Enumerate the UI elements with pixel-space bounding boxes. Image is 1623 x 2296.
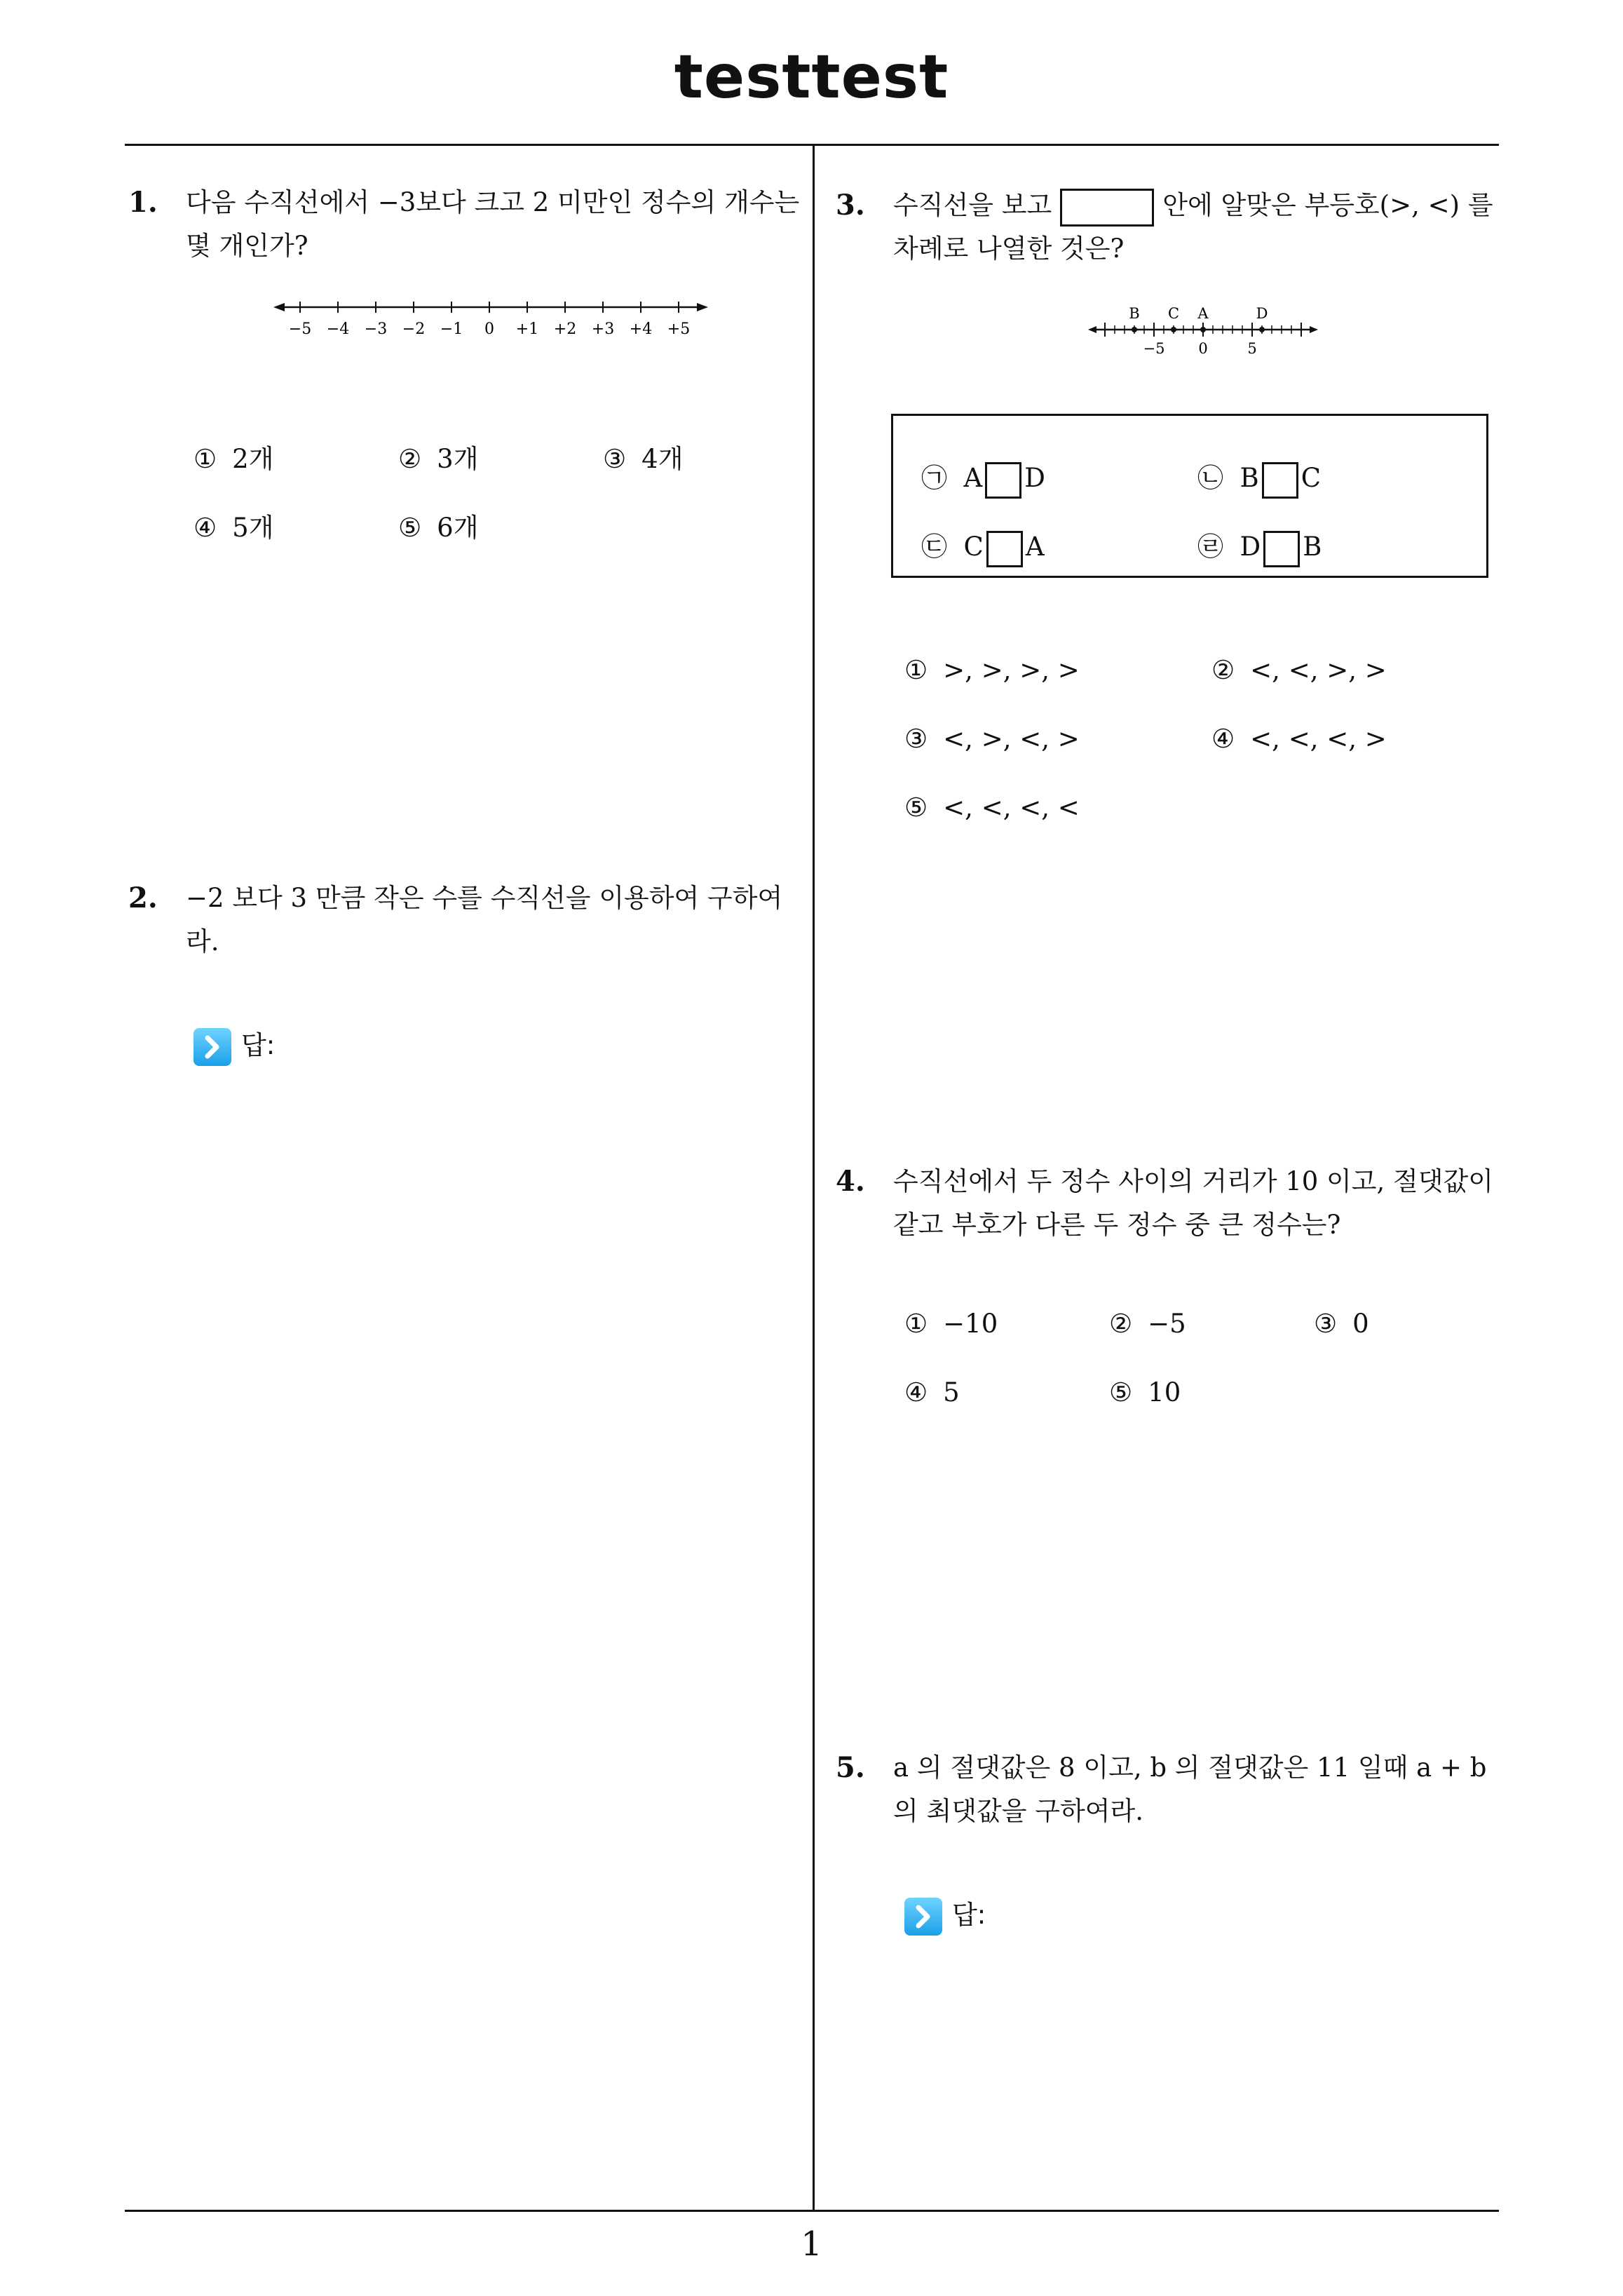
number-line-tick-label: +1 bbox=[515, 320, 539, 338]
choice-mark: ④ bbox=[1211, 724, 1235, 754]
question-text: a 의 절댓값은 8 이고, b 의 절댓값은 11 일때 a + b 의 최댓값을 구하여라. bbox=[893, 1753, 1487, 1826]
choice-mark: ⑤ bbox=[398, 513, 422, 543]
choice-mark: ③ bbox=[1314, 1309, 1338, 1339]
condition-mark: ㉡ bbox=[1197, 463, 1223, 493]
q1-number-line bbox=[266, 293, 715, 342]
choice-text: >, >, >, > bbox=[943, 655, 1080, 685]
answer-label: 답: bbox=[952, 1900, 986, 1930]
number-line-tick-label: −2 bbox=[402, 320, 426, 338]
blank-box bbox=[1060, 189, 1154, 227]
choice-mark: ② bbox=[1109, 1309, 1133, 1339]
blank-box bbox=[1263, 531, 1300, 567]
condition-left: D bbox=[1240, 532, 1261, 562]
choice-text: 5 bbox=[943, 1377, 960, 1407]
number-line-point bbox=[1259, 327, 1265, 332]
choice-text: <, <, <, < bbox=[943, 792, 1080, 823]
blank-box bbox=[985, 462, 1021, 499]
condition-right: C bbox=[1301, 463, 1322, 493]
condition-2 bbox=[1197, 457, 1321, 499]
q1-choice-2[interactable] bbox=[398, 438, 478, 475]
q3-choice-4[interactable] bbox=[1211, 724, 1387, 754]
choice-mark: ⑤ bbox=[904, 792, 928, 823]
q4-choice-5[interactable] bbox=[1109, 1377, 1181, 1407]
condition-mark: ㉢ bbox=[921, 532, 947, 562]
question-text: 다음 수직선에서 −3보다 크고 2 미만인 정수의 개수는 몇 개인가? bbox=[186, 187, 800, 261]
choice-mark: ⑤ bbox=[1109, 1377, 1133, 1407]
number-line-tick-label: −3 bbox=[364, 320, 388, 338]
question-number: 2. bbox=[128, 882, 158, 914]
question-text: 수직선에서 두 정수 사이의 거리가 10 이고, 절댓값이 같고 부호가 다른 두 정수 중 큰 정수는? bbox=[893, 1166, 1494, 1240]
number-line-point bbox=[1200, 327, 1206, 332]
q1-choice-1[interactable] bbox=[193, 438, 273, 475]
number-line-point bbox=[1132, 327, 1137, 332]
number-line-tick-label: −5 bbox=[1143, 340, 1165, 356]
q4-choice-1[interactable] bbox=[904, 1309, 998, 1339]
condition-right: B bbox=[1303, 532, 1322, 562]
q3-choice-2[interactable] bbox=[1211, 655, 1387, 685]
condition-1 bbox=[921, 457, 1045, 499]
q4-choice-2[interactable] bbox=[1109, 1309, 1186, 1339]
q1-choice-4[interactable] bbox=[193, 506, 273, 544]
question-number: 4. bbox=[836, 1165, 865, 1198]
q2-answer-field[interactable] bbox=[193, 1024, 275, 1066]
number-line-tick-label: 5 bbox=[1247, 340, 1257, 356]
question-number: 1. bbox=[128, 186, 158, 219]
number-line-point-label: D bbox=[1256, 305, 1268, 322]
number-line-tick-label: −1 bbox=[440, 320, 463, 338]
choice-text: −5 bbox=[1148, 1309, 1186, 1339]
condition-left: A bbox=[963, 463, 983, 493]
choice-text: −10 bbox=[943, 1309, 998, 1339]
choice-text: <, <, <, > bbox=[1250, 724, 1387, 754]
footer-rule bbox=[125, 2210, 1499, 2212]
page-number: 1 bbox=[801, 2224, 822, 2264]
choice-text: 6개 bbox=[437, 513, 479, 543]
condition-left: C bbox=[963, 532, 984, 562]
question-text-part: 차례로 나열한 것은? bbox=[893, 234, 1125, 264]
number-line-point bbox=[1171, 327, 1176, 332]
blank-box bbox=[986, 531, 1023, 567]
page-title: testtest bbox=[674, 42, 949, 112]
question-number: 5. bbox=[836, 1751, 865, 1784]
number-line-point-label: A bbox=[1197, 305, 1209, 322]
conditions-box bbox=[891, 414, 1488, 578]
number-line-tick-label: +5 bbox=[667, 320, 691, 338]
choice-mark: ④ bbox=[904, 1377, 928, 1407]
choice-mark: ④ bbox=[193, 513, 217, 543]
condition-3 bbox=[921, 525, 1045, 567]
number-line-tick-label: +3 bbox=[591, 320, 615, 338]
q3-choice-1[interactable] bbox=[904, 655, 1080, 685]
choice-text: <, <, >, > bbox=[1250, 655, 1387, 685]
question-number: 3. bbox=[836, 189, 865, 222]
choice-mark: ① bbox=[193, 444, 217, 474]
question-text bbox=[893, 184, 1517, 271]
column-divider bbox=[813, 145, 815, 2210]
condition-right: D bbox=[1024, 463, 1045, 493]
choice-mark: ③ bbox=[603, 444, 627, 474]
q1-choice-5[interactable] bbox=[398, 506, 478, 544]
choice-mark: ① bbox=[904, 1309, 928, 1339]
number-line-tick-label: −5 bbox=[288, 320, 312, 338]
choice-text: 4개 bbox=[641, 444, 684, 474]
choice-text: 5개 bbox=[232, 513, 274, 543]
choice-text: <, >, <, > bbox=[943, 724, 1080, 754]
q5-answer-field[interactable] bbox=[904, 1893, 986, 1936]
number-line-tick-label: 0 bbox=[484, 320, 494, 338]
condition-mark: ㉣ bbox=[1197, 532, 1223, 562]
q4-choice-4[interactable] bbox=[904, 1377, 960, 1407]
number-line-tick-label: +2 bbox=[553, 320, 577, 338]
question-text-part: 안에 알맞은 부등호(>, <) 를 bbox=[1162, 190, 1493, 220]
chevron-right-icon bbox=[193, 1028, 231, 1066]
number-line-tick-label: +4 bbox=[629, 320, 653, 338]
number-line-tick-label: −4 bbox=[326, 320, 350, 338]
choice-text: 3개 bbox=[437, 444, 479, 474]
q3-choice-5[interactable] bbox=[904, 792, 1080, 823]
choice-mark: ② bbox=[1211, 655, 1235, 685]
choice-text: 2개 bbox=[232, 444, 274, 474]
choice-mark: ③ bbox=[904, 724, 928, 754]
question-text-part: 수직선을 보고 bbox=[893, 190, 1052, 220]
condition-mark: ㉠ bbox=[921, 463, 947, 493]
number-line-point-label: C bbox=[1167, 305, 1180, 322]
header-rule bbox=[125, 144, 1499, 146]
choice-text: 10 bbox=[1148, 1377, 1181, 1407]
q1-choice-3[interactable] bbox=[603, 438, 683, 475]
question-text: −2 보다 3 만큼 작은 수를 수직선을 이용하여 구하여라. bbox=[186, 883, 783, 957]
answer-label: 답: bbox=[241, 1030, 276, 1060]
choice-mark: ① bbox=[904, 655, 928, 685]
condition-left: B bbox=[1240, 463, 1259, 493]
number-line-point-label: B bbox=[1129, 305, 1140, 322]
choice-mark: ② bbox=[398, 444, 422, 474]
q4-choice-3[interactable] bbox=[1314, 1309, 1369, 1339]
q3-number-line bbox=[1085, 303, 1321, 356]
q3-choice-3[interactable] bbox=[904, 724, 1080, 754]
blank-box bbox=[1262, 462, 1298, 499]
chevron-right-icon bbox=[904, 1898, 942, 1936]
choice-text: 0 bbox=[1352, 1309, 1369, 1339]
number-line-tick-label: 0 bbox=[1198, 340, 1208, 356]
condition-right: A bbox=[1025, 532, 1045, 562]
condition-4 bbox=[1197, 525, 1322, 567]
